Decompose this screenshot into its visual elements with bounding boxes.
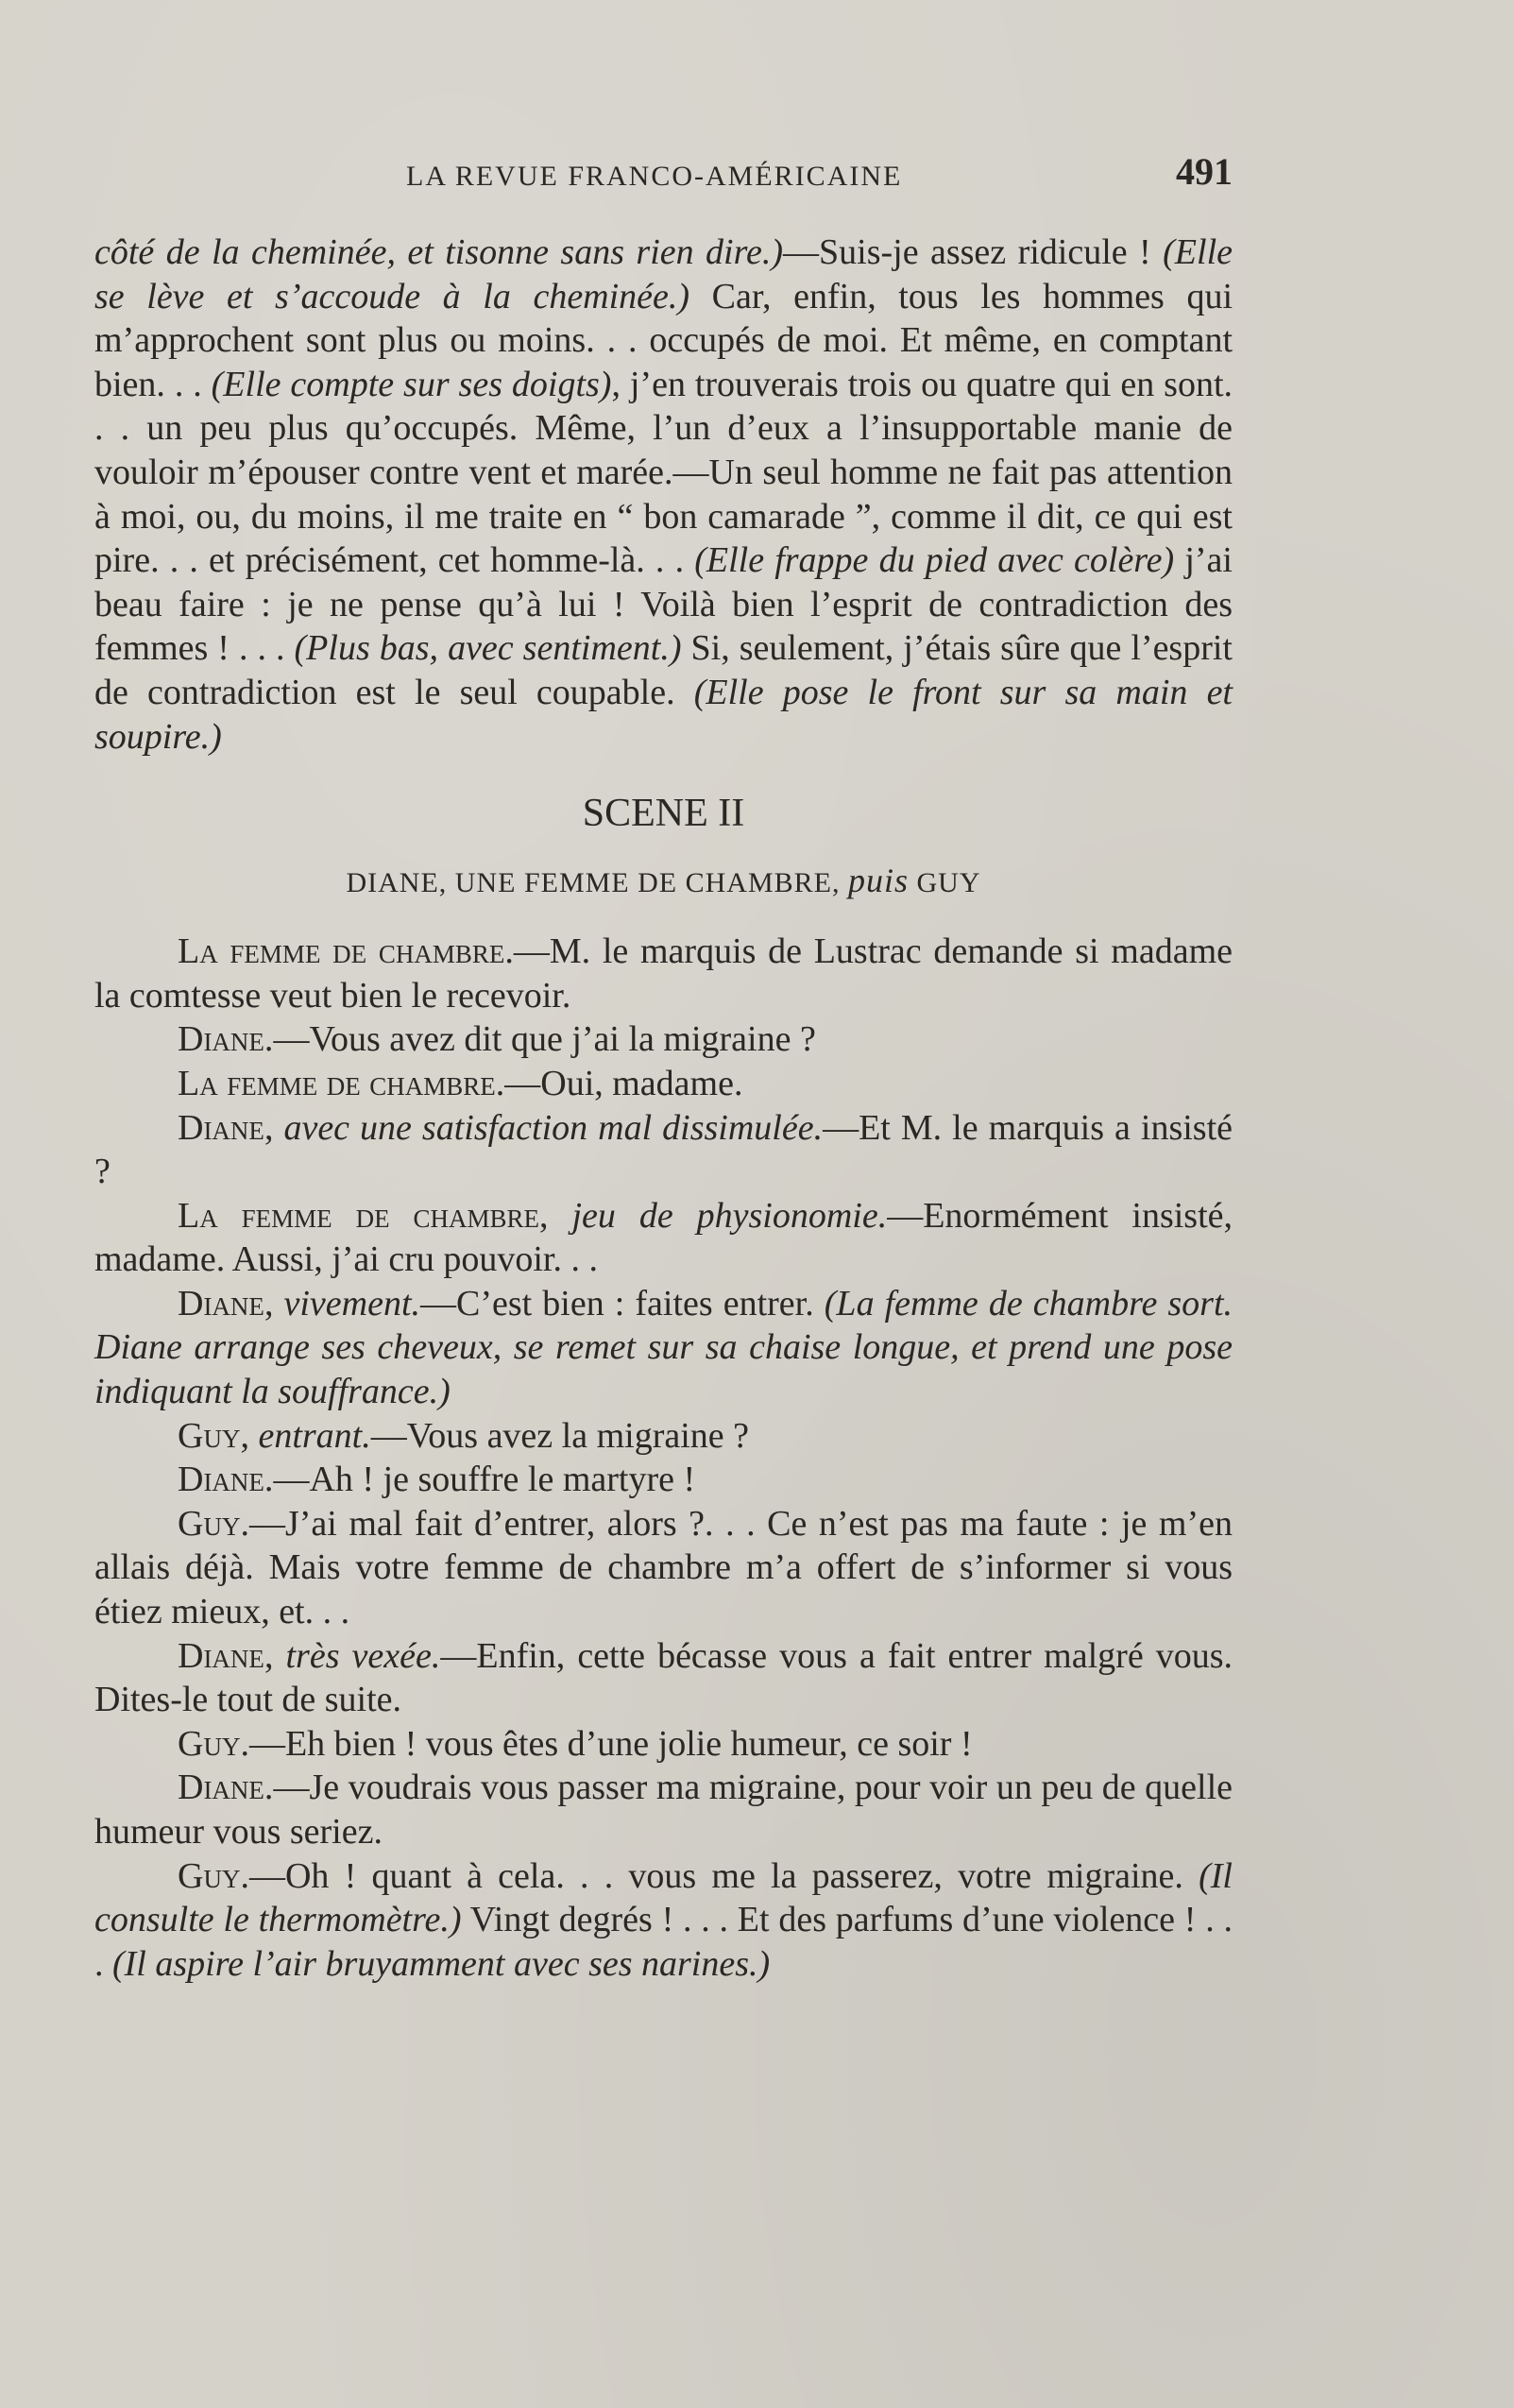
stage-direction: vivement. — [283, 1283, 421, 1324]
stage-direction: (Il aspire l’air bruyamment avec ses narines.) — [112, 1943, 771, 1984]
text-run: —C’est bien : faites entrer. — [420, 1283, 825, 1324]
stage-direction: (Elle se lève et s’accoude à la cheminée.) — [94, 232, 1233, 316]
dialogue-line — [94, 1017, 1233, 1062]
text-run: —Oui, madame. — [504, 1063, 743, 1103]
characters-first: DIANE, UNE FEMME DE CHAMBRE, — [346, 867, 848, 899]
characters-puis: puis — [847, 862, 909, 900]
text-run: j’ai beau faire : je ne pense qu’à lui ! Voilà bien l’esprit de contradiction des femmes ! . . . — [94, 540, 1233, 669]
dialogue-line — [94, 1282, 1233, 1414]
stage-direction: côté de la cheminée, et tisonne sans rien dire.) — [94, 232, 783, 272]
text-run: —Enormément insisté, madame. Aussi, j’ai cru pouvoir. . . — [94, 1195, 1233, 1280]
speaker-name: Diane — [178, 1283, 264, 1324]
scene-title: SCENE II — [582, 792, 745, 836]
dialogue-line — [94, 930, 1233, 1017]
text-run: Si, seulement, j’étais sûre que l’esprit de contradiction est le seul coupable. — [94, 628, 1233, 712]
text-run: —Oh ! quant à cela. . . vous me la passerez, votre migraine. — [248, 1855, 1199, 1896]
speaker-name: Guy — [178, 1415, 241, 1456]
text-run: , j’en trouverais trois ou quatre qui en sont. . . un peu plus qu’occupés. Même, l’un d’eux a l’insupportable manie de vouloir m’épouser contre vent et marée.—Un seul homme ne fait pas attention à moi, ou, du moins, il me traite en “ bon camarade ”, comme il dit, ce qui est pire. . . et précisément, cet homme-là. . . — [94, 364, 1233, 581]
stage-direction: (Elle frappe du pied avec colère) — [694, 540, 1175, 581]
dialogue-line — [94, 1458, 1233, 1502]
speaker-name: Diane. — [178, 1019, 274, 1060]
dialogue-line — [94, 1502, 1233, 1634]
text-run: Car, enfin, tous les hommes qui m’approchent sont plus ou moins. . . occupés de moi. Et même, en comptant bien. . . — [94, 276, 1233, 404]
text-run: —Je voudrais vous passer ma migraine, pour voir un peu de quelle humeur vous seriez. — [94, 1768, 1233, 1852]
dialogue-line — [94, 1634, 1233, 1722]
speaker-name: La femme de chambre — [178, 1195, 540, 1236]
dialogue-line — [94, 1062, 1233, 1106]
stage-direction: avec une satisfaction mal dissimulée. — [283, 1107, 824, 1148]
text-run: , — [264, 1635, 286, 1676]
text-run: —Vous avez la migraine ? — [370, 1415, 750, 1456]
speaker-name: La femme de chambre. — [178, 1063, 505, 1103]
stage-direction: (Il consulte le thermomètre.) — [94, 1855, 1233, 1940]
dialogue-line — [94, 1854, 1233, 1987]
text-run: —Eh bien ! vous êtes d’une jolie humeur, ce soir ! — [248, 1723, 973, 1764]
text-run: , — [240, 1415, 259, 1456]
speaker-name: Diane. — [178, 1768, 274, 1808]
speaker-name: Diane — [178, 1635, 264, 1676]
text-run: , — [264, 1283, 284, 1324]
dialogue-line — [94, 1106, 1233, 1194]
dialogue-line — [94, 1766, 1233, 1853]
dialogue-line — [94, 1194, 1233, 1282]
running-title: LA REVUE FRANCO-AMÉRICAINE — [406, 161, 903, 192]
text-block — [94, 231, 1233, 1986]
text-run: —J’ai mal fait d’entrer, alors ?. . . Ce n’est pas ma faute : je m’en allais déjà. Mais votre femme de chambre m’a offert de s’informer si vous étiez mieux, et. . . — [94, 1503, 1233, 1632]
text-run: —Suis-je assez ridicule ! — [783, 232, 1164, 272]
page-number: 491 — [1176, 150, 1233, 193]
text-run: —Enfin, cette bécasse vous a fait entrer malgré vous. Dites-le tout de suite. — [94, 1635, 1233, 1720]
speaker-name: Diane. — [178, 1460, 274, 1500]
opening-paragraph — [94, 231, 1233, 759]
text-run: —Et M. le marquis a insisté ? — [94, 1107, 1233, 1192]
dialogue-line — [94, 1722, 1233, 1767]
scene-characters — [94, 859, 1233, 905]
stage-direction: (Elle compte sur ses doigts) — [211, 364, 612, 404]
speaker-name: Guy. — [178, 1723, 249, 1764]
characters-last: GUY — [909, 867, 981, 899]
stage-direction: jeu de physionomie. — [571, 1195, 888, 1236]
speaker-name: Guy. — [178, 1855, 249, 1896]
text-run: , — [539, 1195, 572, 1236]
text-run: , — [264, 1107, 284, 1148]
page-header — [94, 149, 1233, 206]
text-run: Vingt degrés ! . . . Et des parfums d’une violence ! . . . — [94, 1900, 1233, 1984]
speaker-name: Diane — [178, 1107, 264, 1148]
speaker-name: Guy. — [178, 1503, 249, 1544]
stage-direction: très vexée. — [285, 1635, 441, 1676]
dialogue-line — [94, 1414, 1233, 1459]
stage-direction: (Plus bas, avec sentiment.) — [294, 628, 682, 669]
text-run: —M. le marquis de Lustrac demande si madame la comtesse veut bien le recevoir. — [94, 931, 1233, 1016]
stage-direction: (La femme de chambre sort. Diane arrange ses cheveux, se remet sur sa chaise longue, et prend une pose indiquant la souffrance.) — [94, 1283, 1233, 1412]
text-run: —Ah ! je souffre le martyre ! — [273, 1460, 696, 1500]
stage-direction: (Elle pose le front sur sa main et soupire.) — [94, 672, 1233, 757]
dialogue — [94, 930, 1233, 1986]
speaker-name: La femme de chambre. — [178, 931, 514, 972]
text-run: —Vous avez dit que j’ai la migraine ? — [273, 1019, 816, 1060]
stage-direction: entrant. — [258, 1415, 371, 1456]
